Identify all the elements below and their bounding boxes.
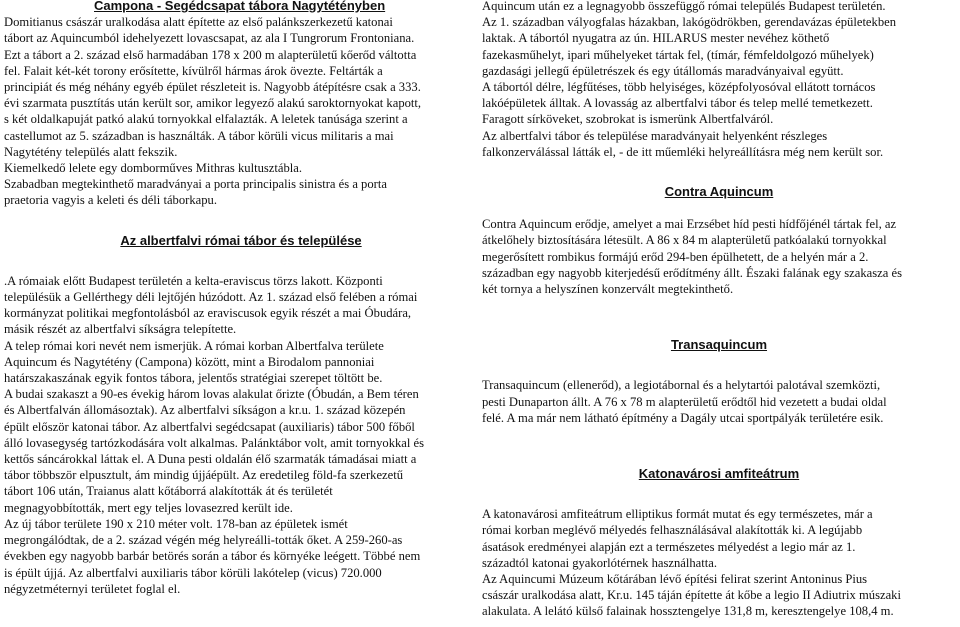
page-title: Campona - Segédcsapat tábora Nagytétényben [94,0,386,13]
contra-aquincum-heading: Contra Aquincum [664,184,774,200]
text-line: .A rómaiak előtt Budapest területén a kelta-eraviscus törzs lakott. Központi [4,273,383,288]
text-line: településük a Gellérthegy déli lejtőjén húzódott. Az 1. század első felében a római [4,290,418,305]
text-line: A tábortól délre, légfűtéses, több helyiséges, középfolyosóval ellátott tornácos [482,80,876,95]
text-line: Faragott sírköveket, szobrokat is ismerünk Albertfalváról. [482,112,774,127]
text-line: álló lovasegység tartózkodására volt alkalmas. Palánktábor volt, amit tornyokkal és [4,435,425,450]
text-line: négyzetméternyi területet foglal el. [4,581,181,596]
text-line: Az új tábor területe 190 x 210 méter volt. 178-ban az épületek ismét [4,516,348,531]
text-line: s két oldalkapuját patkó alakú tornyokkal elfalazták. A leletek tanúsága szerint a [4,112,408,127]
text-line: A telep római kori nevét nem ismerjük. A római korban Albertfalva területe [4,338,384,353]
text-line: castellumot az 5. században is használták. A tábor körüli vicus militaris a mai [4,128,394,143]
text-line: Domitianus császár uralkodása alatt építette az első palánkszerkezetű katonai [4,15,393,30]
text-line: A katonavárosi amfiteátrum elliptikus formát mutat és egy természetes, már a [482,507,873,522]
text-line: századtól katonai gyakorlótérnek használhatta. [482,555,717,570]
text-line: években egy nagyobb barbár betörés során a tábor és környéke leégett. Többé nem [4,549,421,564]
text-line: császár uralkodása alatt, Kr.u. 145 táján építette át kőbe a legio II Adiutrix múszaki [482,588,901,603]
transaquincum-heading: Transaquincum [670,337,768,353]
text-line: Kiemelkedő lelete egy domborműves Mithras kultusztábla. [4,161,302,176]
text-line: principiát és még néhány egyéb épület részleteit is. Nagyobb átépítésre csak a 333. [4,80,421,95]
albertfalva-section [4,273,478,597]
text-line: megrongálódtak, de a 2. század végén még helyreálli-tották őket. A 259-260-as [4,533,403,548]
right-column [482,0,956,620]
text-line: kormányzat politikai megfontolásból az eraviscusok egyik részét a mai Óbudára, [4,306,412,321]
text-line: épült először katonai tábor. Az albertfalvi segédcsapat (auxiliaris) tábor 500 főből [4,419,415,434]
text-line: lakóépületek álltak. A lovasság az albertfalvi tábor és telep mellé temetkezett. [482,96,873,111]
amphitheatre-section [482,506,956,619]
amphitheatre-heading: Katonavárosi amfiteátrum [638,466,800,482]
text-line: Az Aquincumi Múzeum kőtárában lévő építési felirat szerint Antoninus Pius [482,572,868,587]
text-line: praetoria vagyis a keleti és déli táborkapu. [4,193,217,208]
text-line: két tornya a helyszínen konzervált megtekinthető. [482,282,734,297]
text-line: évi szarmata pusztítás után került sor, amikor legyező alakú saroktornyokat kapott, [4,96,422,111]
text-line: fel. Falait két-két torony erősítette, kívülről hármas árok övezte. Feltárták a [4,63,383,78]
albertfalva-continued [482,0,956,160]
text-line: A budai szakaszt a 90-es évekig három lovas alakulat őrizte (Óbudán, a Bem téren [4,387,419,402]
text-line: másik részét az albertfalvi síkságra telepítette. [4,322,237,337]
text-line: megnagyobbították, mert egy teljes lovasezred került ide. [4,500,293,515]
text-line: században egy nagyobb kiterjedésű erődítmény állt. Északi falának egy szakasza és [482,265,902,280]
text-line: Nagytétény település alatt fekszik. [4,144,178,159]
contra-aquincum-section [482,216,956,297]
text-line: kettős sáncárokkal láttak el. A Duna pesti oldalán élő szarmaták támadásai miatt a [4,452,417,467]
text-line: Szabadban megtekinthető maradványai a porta principalis sinistra és a porta [4,177,387,192]
left-column [4,0,478,597]
text-line: tábort 106 után, Traianus alatt kőtáborrá alakították át és területét [4,484,333,499]
text-line: határszakaszának egyik fontos tábora, jelentős stratégiai szerepet töltött be. [4,371,383,386]
text-line: ásatások eredményei alapján ezt a természetes mélyedést a legio már az 1. [482,539,856,554]
text-line: is épült újjá. Az albertfalvi auxiliaris tábor körüli lakótelep (vicus) 720.000 [4,565,382,580]
text-line: Contra Aquincum erődje, amelyet a mai Erzsébet híd pesti hídfőjénél tártak fel, az [482,217,897,232]
text-line: Az 1. században vályogfalas házakban, lakógödrökben, gerendavázas épületekben [482,15,897,30]
text-line: laktak. A tábortól nyugatra az ún. HILARUS mester nevéhez köthető [482,31,830,46]
text-line: pesti Dunaparton állt. A 76 x 78 m alapterületű erődtől hid vezetett a budai oldal [482,394,887,409]
text-line: megerősített rombikus formájú erőd 294-ben épülhetett, de a helyén már a 2. [482,249,869,264]
text-line: alakulata. A lelátó külső falainak hossztengelye 131,8 m, keresztengelye 108,4 m. [482,604,894,619]
text-line: Ezt a tábort a 2. század első harmadában 178 x 200 m alapterületű kőerőd váltotta [4,47,417,62]
text-line: gazdasági jellegű épületrészek és egy útállomás maradványaival együtt. [482,63,844,78]
text-line: Transaquincum (ellenerőd), a legiotábornal és a helytartói palotával szemközti, [482,378,881,393]
text-line: tábor többször elpusztult, ám mindig újjáépült. Az eredetileg föld-fa szerkezetű [4,468,404,483]
text-line: felé. A ma már nem látható építmény a Dagály utcai sportpályák területére esik. [482,410,884,425]
text-line: és Albertfalván állomásoztak). Az albertfalvi síkságon a kr.u. 1. század közepén [4,403,406,418]
text-line: átkelőhely biztosítására létesült. A 86 x 84 m alapterületű patkóalakú tornyokkal [482,233,887,248]
albertfalva-heading: Az albertfalvi római tábor és települése [120,232,362,248]
text-line: Aquincum után ez a legnagyobb összefüggő római település Budapest területén. [482,0,886,13]
text-line: tábort az Aquincumból idehelyezett lovascsapat, az ala I Tungrorum Frontoniana. [4,31,415,46]
text-line: fazekasműhelyt, ipari műhelyeket tártak fel, (tímár, fémfeldolgozó műhelyek) [482,47,874,62]
text-line: Aquincum és Nagytétény (Campona) között, mint a Birodalom pannoniai [4,354,375,369]
text-line: római korban meglévő mélyedés felhasználásával alakították ki. A legújabb [482,523,863,538]
text-line: falkonzerválással látták el, - de itt műemléki helyreállításra még nem került sor. [482,144,884,159]
transaquincum-section [482,377,956,426]
text-line: Az albertfalvi tábor és települése maradványait helyenként részleges [482,128,828,143]
campona-section [4,14,478,208]
